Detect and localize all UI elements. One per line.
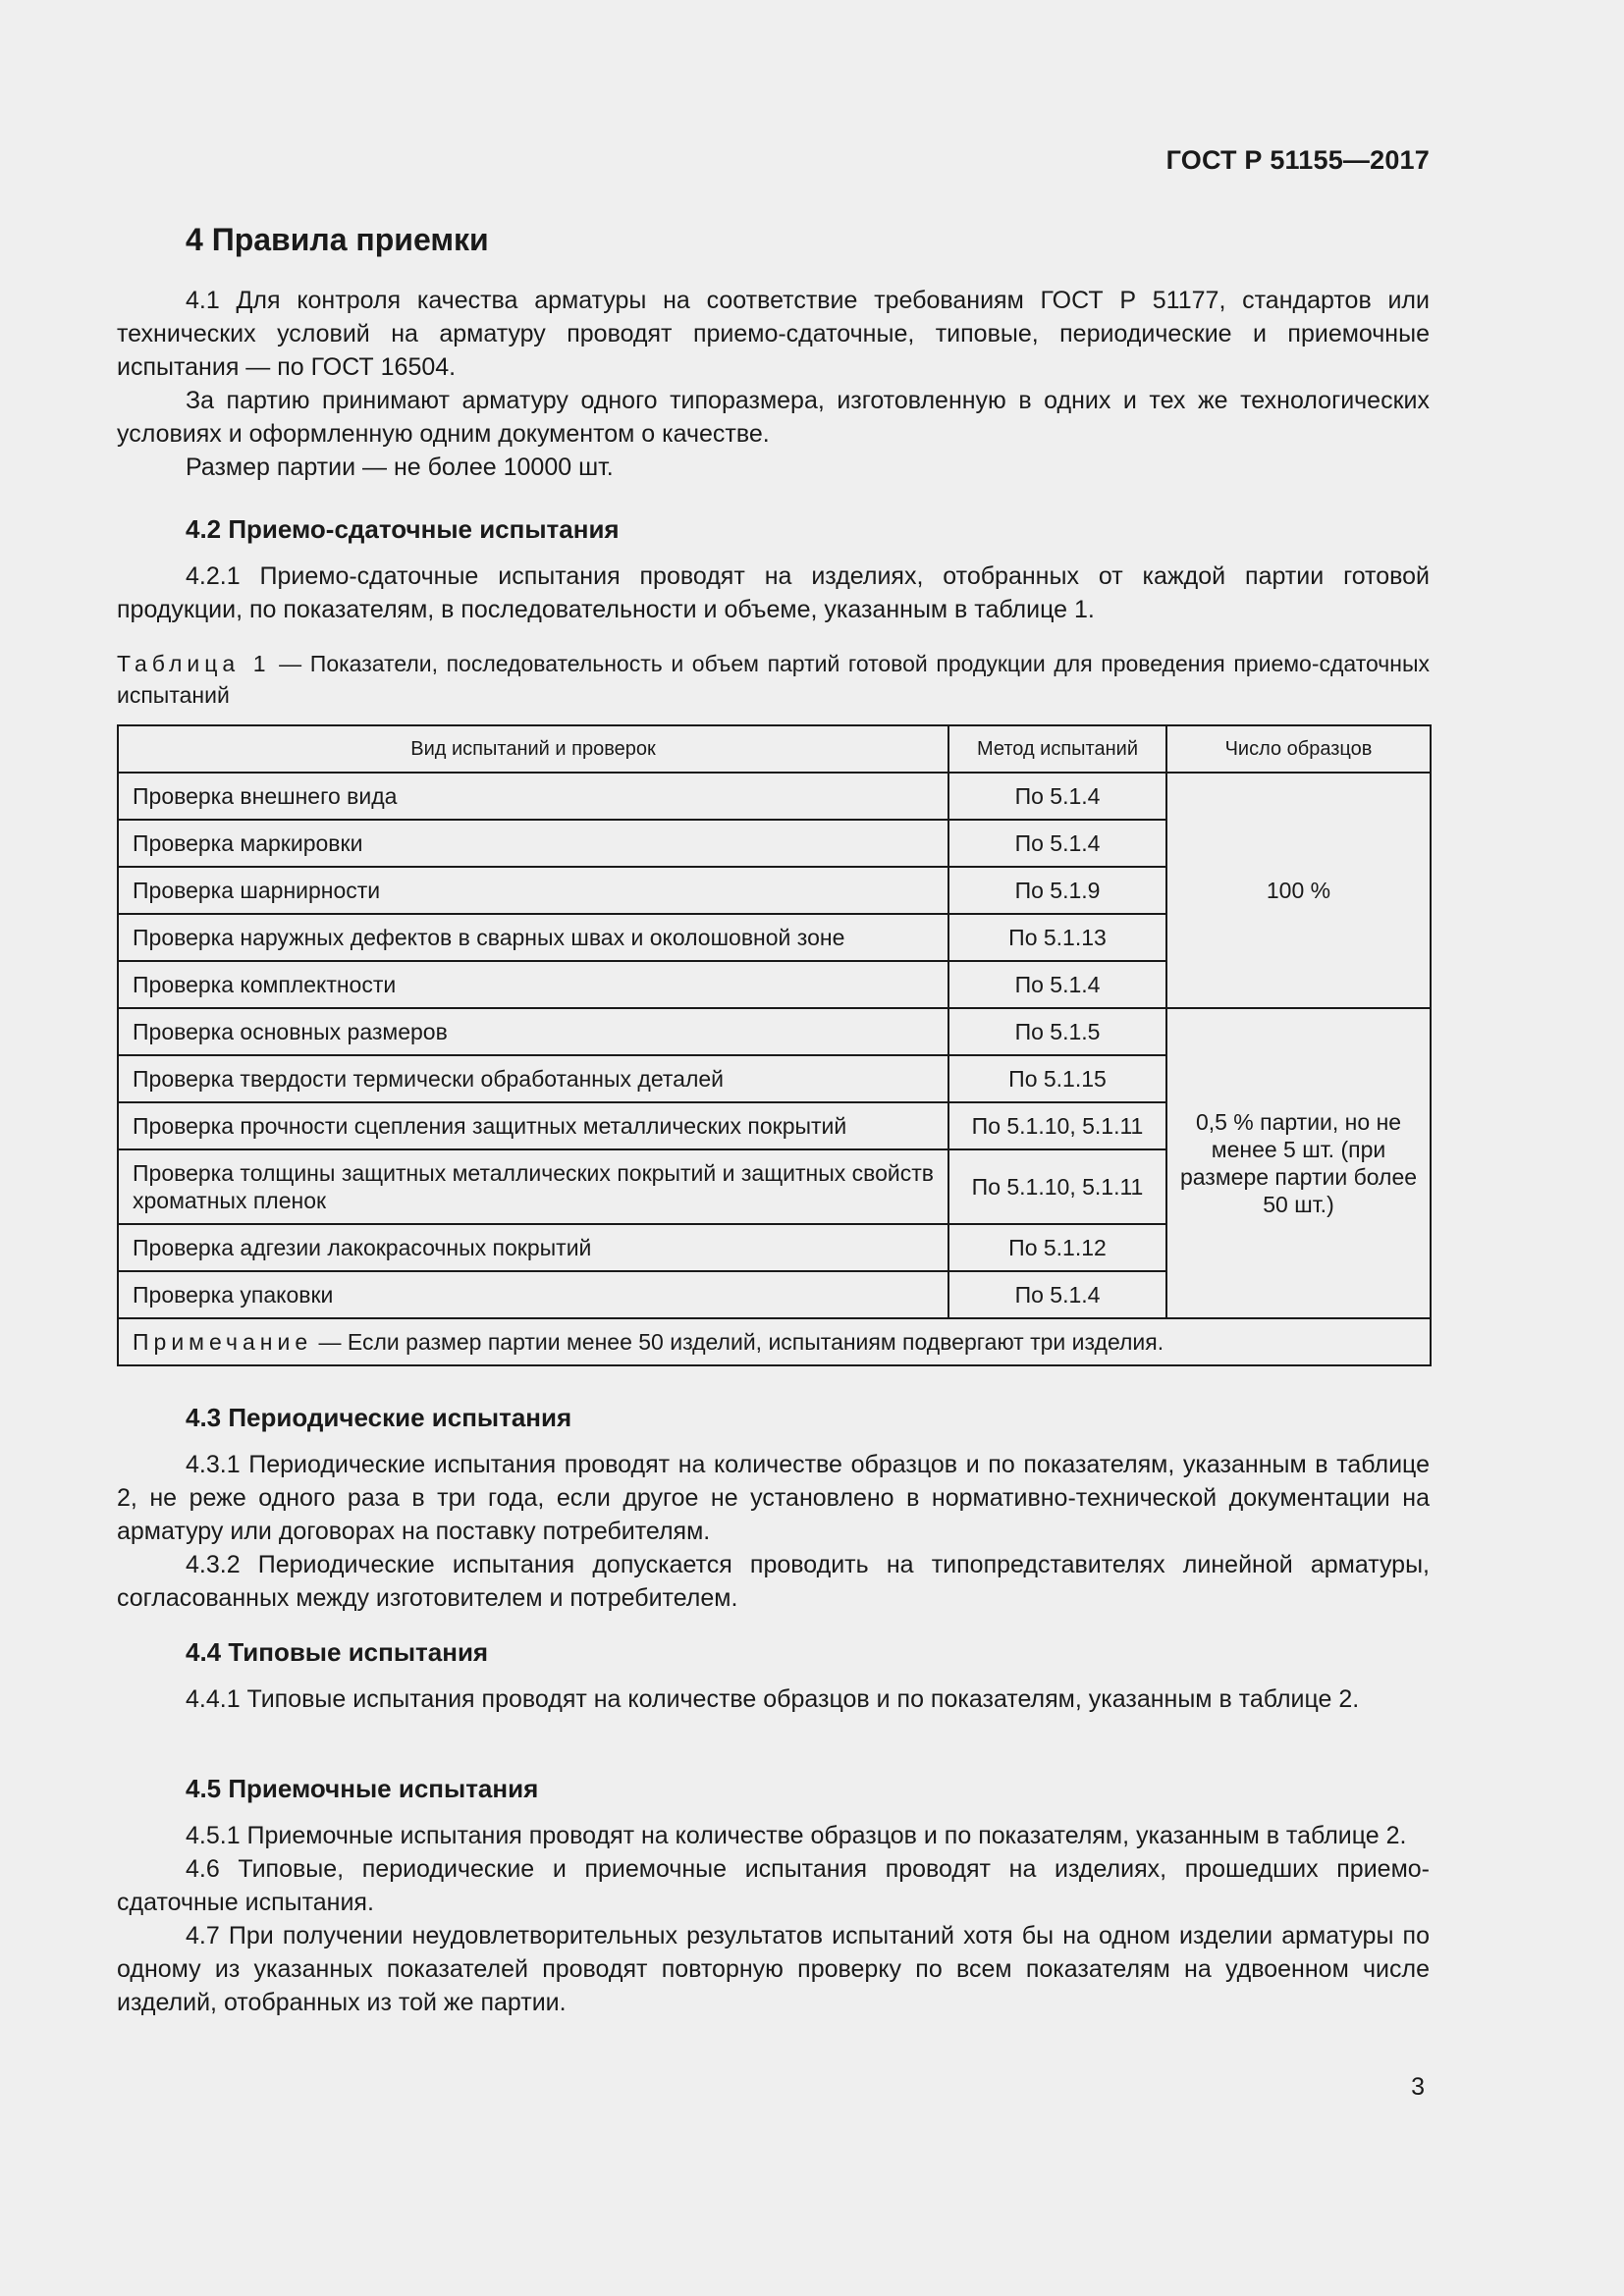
test-method-cell: По 5.1.4 — [948, 820, 1166, 867]
test-method-cell: По 5.1.5 — [948, 1008, 1166, 1055]
test-name-cell: Проверка адгезии лакокрасочных покрытий — [118, 1224, 948, 1271]
paragraph-4-3-2: 4.3.2 Периодические испытания допускается проводить на типопредставителях линейной арматуры, согласованных между изготовителем и потребителем. — [117, 1551, 1430, 1612]
column-header-test-type: Вид испытаний и проверок — [118, 725, 948, 773]
test-name-cell: Проверка комплектности — [118, 961, 948, 1008]
section-4-3-block — [117, 1401, 1430, 1615]
table-note-cell — [118, 1318, 1431, 1365]
section-4-2-block — [117, 512, 1430, 626]
test-name-cell: Проверка внешнего вида — [118, 773, 948, 820]
subsection-heading-4-5: 4.5 Приемочные испытания — [186, 1774, 539, 1803]
sample-count-cell-group-1: 100 % — [1166, 773, 1431, 1008]
paragraph-4-4-1: 4.4.1 Типовые испытания проводят на количестве образцов и по показателям, указанным в таблице 2. — [186, 1685, 1360, 1713]
test-name-cell: Проверка упаковки — [118, 1271, 948, 1318]
test-name-cell: Проверка прочности сцепления защитных металлических покрытий — [118, 1102, 948, 1149]
sample-count-cell-group-2: 0,5 % партии, но не менее 5 шт. (при размере партии более 50 шт.) — [1166, 1008, 1431, 1318]
table-header-row — [118, 725, 1431, 773]
table-1-caption-text: — Показатели, последовательность и объем партий готовой продукции для проведения приемо-сдаточных испытаний — [117, 651, 1430, 708]
subsection-heading-4-4: 4.4 Типовые испытания — [186, 1637, 489, 1667]
paragraph-4-2-1: 4.2.1 Приемо-сдаточные испытания проводят на изделиях, отобранных от каждой партии готовой продукции, по показателям, в последовательности и объеме, указанным в таблице 1. — [117, 562, 1430, 623]
table-row — [118, 773, 1431, 820]
subsection-heading-4-3: 4.3 Периодические испытания — [186, 1403, 572, 1432]
table-1 — [117, 724, 1432, 1366]
subsection-heading-4-2: 4.2 Приемо-сдаточные испытания — [186, 514, 620, 544]
column-header-sample-count: Число образцов — [1166, 725, 1431, 773]
test-method-cell: По 5.1.12 — [948, 1224, 1166, 1271]
test-method-cell: По 5.1.4 — [948, 773, 1166, 820]
test-method-cell: По 5.1.10, 5.1.11 — [948, 1102, 1166, 1149]
paragraph-4-6: 4.6 Типовые, периодические и приемочные испытания проводят на изделиях, прошедших приемо-сдаточные испытания. — [117, 1855, 1430, 1916]
page-number: 3 — [1411, 2073, 1425, 2101]
test-method-cell: По 5.1.10, 5.1.11 — [948, 1149, 1166, 1224]
section-4-1-block — [117, 284, 1430, 484]
test-method-cell: По 5.1.4 — [948, 1271, 1166, 1318]
test-name-cell: Проверка твердости термически обработанных деталей — [118, 1055, 948, 1102]
paragraph-batch-definition: За партию принимают арматуру одного типоразмера, изготовленную в одних и тех же технологических условиях и оформленную одним документом о качестве. — [117, 387, 1430, 448]
section-4-4-block — [117, 1635, 1430, 1716]
test-method-cell: По 5.1.9 — [948, 867, 1166, 914]
document-page — [117, 0, 1430, 2296]
test-name-cell: Проверка наружных дефектов в сварных швах и околошовной зоне — [118, 914, 948, 961]
test-method-cell: По 5.1.13 — [948, 914, 1166, 961]
test-method-cell: По 5.1.4 — [948, 961, 1166, 1008]
test-name-cell: Проверка маркировки — [118, 820, 948, 867]
table-1-caption-label: Таблица 1 — [117, 651, 271, 676]
table-row — [118, 1008, 1431, 1055]
section-title: 4 Правила приемки — [186, 222, 489, 257]
section-4-5-block — [117, 1772, 1430, 2019]
column-header-test-method: Метод испытаний — [948, 725, 1166, 773]
paragraph-4-3-1: 4.3.1 Периодические испытания проводят на количестве образцов и по показателям, указанным в таблице 2, не реже одного раза в три года, если другое не установлено в нормативно-технической документации на арматуру или договорах на поставку потребителям. — [117, 1451, 1430, 1545]
table-1-caption — [117, 648, 1430, 711]
table-note-row — [118, 1318, 1431, 1365]
paragraph-4-5-1: 4.5.1 Приемочные испытания проводят на количестве образцов и по показателям, указанным в таблице 2. — [186, 1822, 1407, 1849]
test-name-cell: Проверка основных размеров — [118, 1008, 948, 1055]
test-name-cell: Проверка шарнирности — [118, 867, 948, 914]
table-note-label: Примечание — [133, 1329, 313, 1355]
paragraph-4-7: 4.7 При получении неудовлетворительных результатов испытаний хотя бы на одном изделии арматуры по одному из указанных показателей проводят повторную проверку по всем показателям на удвоенном числе изделий, отобранных из той же партии. — [117, 1922, 1430, 2016]
paragraph-batch-size: Размер партии — не более 10000 шт. — [186, 454, 614, 481]
document-code: ГОСТ Р 51155—2017 — [1165, 145, 1430, 175]
test-method-cell: По 5.1.15 — [948, 1055, 1166, 1102]
test-name-cell: Проверка толщины защитных металлических покрытий и защитных свойств хроматных пленок — [118, 1149, 948, 1224]
paragraph-4-1: 4.1 Для контроля качества арматуры на соответствие требованиям ГОСТ Р 51177, стандартов или технических условий на арматуру проводят приемо-сдаточные, типовые, периодические и приемочные испытания — по ГОСТ 16504. — [117, 287, 1430, 381]
table-note-text: — Если размер партии менее 50 изделий, испытаниям подвергают три изделия. — [312, 1329, 1164, 1355]
